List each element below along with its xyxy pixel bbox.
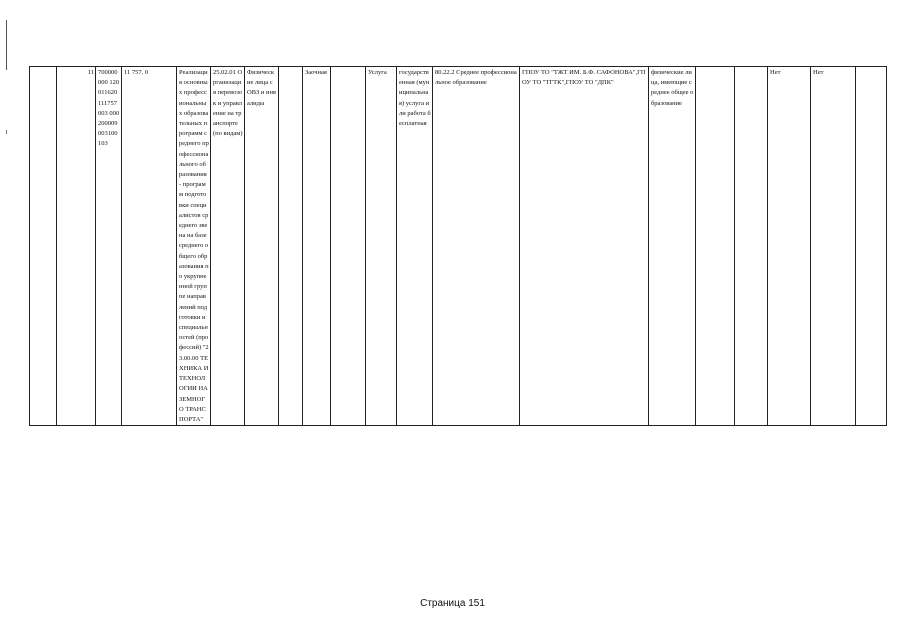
cell-empty: [735, 67, 768, 426]
cell-service-name: Реализация основных профессиональных образовательных программ среднего профессионального образования - программ подготовки специалистов среднего звена на базе среднего общего образования по укрупненной группе направлений подготовки и специальностей (профессий) "23.00.00 ТЕХНИКА И ТЕХНОЛОГИИ НАЗЕМНОГО ТРАНСПОРТА": [177, 67, 211, 426]
cell-category: физические лица, имеющие среднее общее образование: [649, 67, 696, 426]
cell-okved: 80.22.2 Среднее профессиональное образование: [433, 67, 520, 426]
cell-empty: [696, 67, 735, 426]
scan-edge-mark: [6, 20, 7, 70]
register-table: [29, 66, 887, 426]
cell-flag-1: Нет: [768, 67, 811, 426]
cell-service-id: 11 757. 0: [122, 67, 177, 426]
cell-type: Услуга: [366, 67, 397, 426]
scan-edge-dot: [6, 130, 7, 134]
cell-consumers: Физические лица с ОВЗ и инвалиды: [245, 67, 279, 426]
cell-kind: государственная (муниципальная) услуга или работа бесплатная: [397, 67, 433, 426]
cell-specialty: 25.02.01 Организация перевозок и управление на транспорте (по видам): [211, 67, 245, 426]
cell-row-number: 11: [57, 67, 96, 426]
cell-empty-left: [30, 67, 57, 426]
cell-empty: [856, 67, 887, 426]
cell-institutions: ГПОУ ТО "ТЖТ ИМ. Б.Ф. САФОНОВА",ГПОУ ТО "ТГТК",ГПОУ ТО "ДПК": [520, 67, 649, 426]
cell-empty: [331, 67, 366, 426]
cell-empty: [279, 67, 303, 426]
page-number: Страница 151: [420, 598, 485, 609]
cell-flag-2: Нет: [811, 67, 856, 426]
cell-registry-code: 700000000 120011620 111757003 000200009 003100103: [96, 67, 122, 426]
cell-study-form: Заочная: [303, 67, 331, 426]
table-row: [30, 67, 887, 426]
